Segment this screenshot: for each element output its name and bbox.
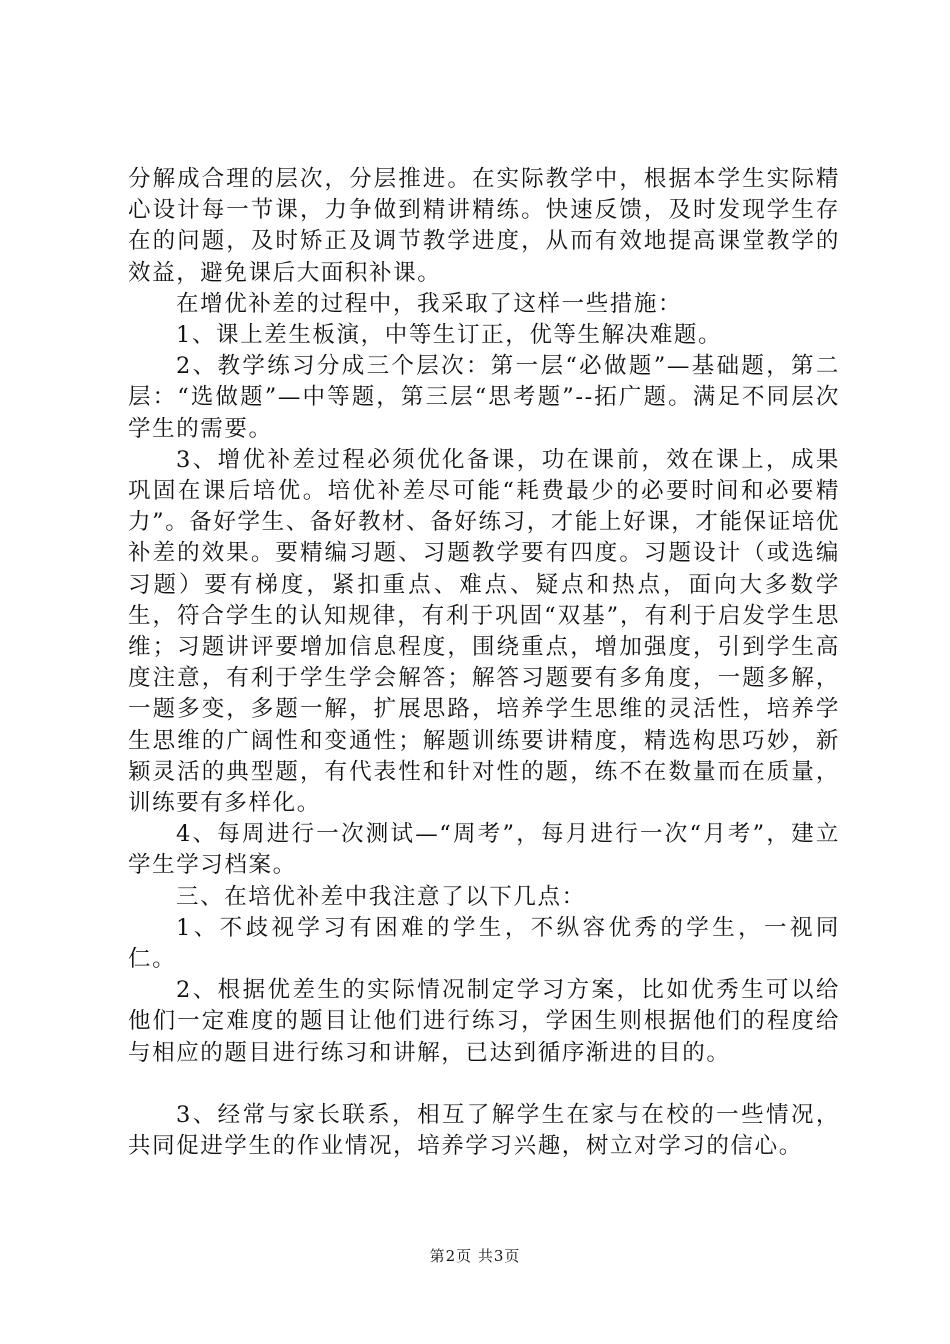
paragraph-measure-4: 4、每周进行一次测试—“周考”，每月进行一次“月考”，建立学生学习档案。 xyxy=(128,821,840,879)
paragraph-measure-3: 3、增优补差过程必须优化备课，功在课前，效在课上，成果巩固在课后培优。培优补差尽可能“耗费最少的必要时间和必要精力”。备好学生、备好教材、备好练习，才能上好课，才能保证培优补差的效果。要精编习题、习题教学要有四度。习题设计（或选编习题）要有梯度，紧扣重点、难点、疑点和热点，面向大多数学生，符合学生的认知规律，有利于巩固“双基”，有利于启发学生思维；习题讲评要增加信息程度，围绕重点，增加强度，引到学生高度注意，有利于学生学会解答；解答习题要有多角度，一题多解，一题多变，多题一解，扩展思路，培养学生思维的灵活性，培养学生思维的广阔性和变通性；解题训练要讲精度，精选构思巧妙，新颖灵活的典型题，有代表性和针对性的题，练不在数量而在质量，训练要有多样化。 xyxy=(128,446,841,817)
paragraph-measures-intro: 在增优补差的过程中，我采取了这样一些措施： xyxy=(176,290,683,317)
document-body xyxy=(128,164,840,1162)
paragraph-measure-1: 1、课上差生板演，中等生订正，优等生解决难题。 xyxy=(176,322,723,349)
paragraph-point-3: 3、经常与家长联系，相互了解学生在家与在校的一些情况，共同促进学生的作业情况，培养学习兴趣，树立对学习的信心。 xyxy=(128,1101,840,1160)
page-footer: 第2页 共3页 xyxy=(429,1247,521,1265)
paragraph-point-1: 1、不歧视学习有困难的学生，不纵容优秀的学生，一视同仁。 xyxy=(128,914,840,973)
paragraph-continuation: 分解成合理的层次，分层推进。在实际教学中，根据本学生实际精心设计每一节课，力争做到精讲精练。快速反馈，及时发现学生存在的问题，及时矫正及调节教学进度，从而有效地提高课堂教学的效益，避免课后大面积补课。 xyxy=(128,166,840,286)
paragraph-measure-2: 2、教学练习分成三个层次：第一层“必做题”—基础题，第二层：“选做题”—中等题，第三层“思考题”--拓广题。满足不同层次学生的需要。 xyxy=(128,353,840,442)
paragraph-point-2: 2、根据优差生的实际情况制定学习方案，比如优秀生可以给他们一定难度的题目让他们进行练习，学困生则根据他们的程度给与相应的题目进行练习和讲解，已达到循序渐进的目的。 xyxy=(128,977,840,1066)
section-heading-three: 三、在培优补差中我注意了以下几点： xyxy=(176,883,586,910)
